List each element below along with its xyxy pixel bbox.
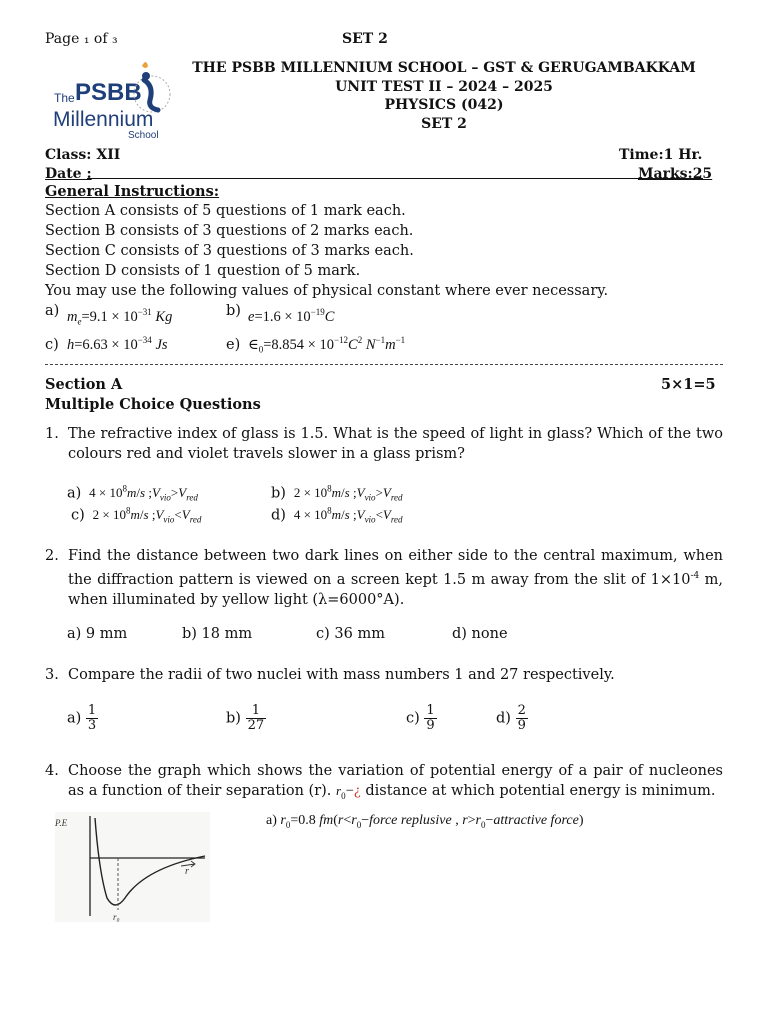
marks-label: Marks:25 [638,166,713,182]
q3-option-c[interactable] [406,704,437,733]
instruction-line: Section D consists of 1 question of 5 mark. [45,263,361,279]
q3-option-b[interactable] [226,704,266,733]
question-text: Choose the graph which shows the variation of potential energy of a pair of nucleones as a function of their separation (r). $r_0-¿$ distance at which potential energy is minimum. [68,763,723,801]
option-label: d) [496,710,511,727]
option-label: a) [67,485,82,502]
potential-energy-graph [55,812,210,922]
option-label: b) [226,710,241,727]
constant-electron-charge: $e=1.6 \times 10^{-19}C$ [248,307,335,325]
instruction-line: You may use the following values of physical constant where ever necessary. [45,283,609,299]
option-label: d) [271,507,286,524]
constant-electron-mass: $m_e=9.1 \times 10^{-31}$ Kg [67,307,173,327]
q2-option-b[interactable]: b) 18 mm [182,626,253,642]
question-text: The refractive index of glass is 1.5. What is the speed of light in glass? Which of the two colours red and violet travels slower in a glass prism? [68,426,723,462]
constant-a-label: a) [45,303,60,319]
section-subtitle: Multiple Choice Questions [45,396,261,413]
section-marks: 5×1=5 [661,376,716,393]
instructions-heading: General Instructions: [45,183,220,200]
set-label-top: SET 2 [342,31,388,47]
question-number: 1. [45,426,59,442]
option-label: b) [271,485,286,502]
question-2 [45,546,723,608]
question-text: Compare the radii of two nuclei with mass numbers 1 and 27 respectively. [68,667,615,683]
section-title: Section A [45,376,123,393]
constant-planck: $h=6.63 \times 10^{-34}$ Js [67,335,168,353]
logo-psbb: PSBB [75,79,142,106]
fraction: $\frac{2}{9}$ [517,703,526,733]
q1-option-d[interactable]: d) $4 \times 10^8m/s$ $;V_{vio}<V_{red}$ [271,506,403,525]
section-divider [45,364,723,365]
instruction-line: Section B consists of 3 questions of 2 marks each. [45,223,414,239]
q2-option-a[interactable]: a) 9 mm [67,626,128,642]
logo-millennium: Millennium [53,108,154,131]
q1-option-a[interactable]: a) $4 \times 10^8m/s$ $;V_{vio}>V_{red}$ [67,484,198,503]
instruction-line: Section C consists of 3 questions of 3 marks each. [45,243,414,259]
constant-permittivity: $\in_0=8.854 \times 10^{-12}C^2$ $N^{-1}m^{-1}$ [248,335,406,355]
question-1 [45,424,723,466]
q1-option-c[interactable]: c) $2 \times 10^8m/s$ $;V_{vio}<V_{red}$ [71,506,202,525]
q3-option-a[interactable] [67,704,98,733]
graph-y-label: P.E [55,818,68,828]
question-number: 2. [45,548,59,564]
constant-c-label: c) [45,337,59,353]
fraction: $\frac{1}{27}$ [247,703,265,733]
constant-b-label: b) [226,303,241,319]
question-number: 3. [45,667,59,683]
option-label: c) [406,710,420,727]
q4-option-a[interactable]: a) $r_0=0.8$ $fm(r<r_0-force$ replusive , $r>r_0-attractive$ force) [266,813,584,830]
option-label: c) [71,507,85,524]
question-number: 4. [45,763,59,779]
graph-r0-label: r₀ [113,912,120,922]
constant-e-label: e) [226,337,241,353]
question-text: Find the distance between two dark lines on either side to the central maximum, when the diffraction pattern is viewed on a screen kept 1.5 m away from the slit of $1\times 10^{-4}$ m, when illuminated by yellow light (λ=6000°A). [68,548,723,608]
fraction: $\frac{1}{3}$ [87,703,97,733]
time-label: Time:1 Hr. [619,147,703,163]
test-name: UNIT TEST II – 2024 – 2025 [335,79,553,95]
set-label: SET 2 [421,116,467,132]
option-label: a) [266,813,277,828]
logo-the: The [54,91,75,105]
subject-name: PHYSICS (042) [384,97,504,113]
option-label: a) [67,710,82,727]
question-4 [45,761,723,803]
q3-option-d[interactable] [496,704,528,733]
school-name: THE PSBB MILLENNIUM SCHOOL – GST & GERUGAMBAKKAM [192,60,696,76]
class-label: Class: XII [45,147,121,163]
logo-school: School [128,130,159,141]
fraction: $\frac{1}{9}$ [426,703,435,733]
q2-option-c[interactable]: c) 36 mm [316,626,385,642]
q1-option-b[interactable]: b) $2 \times 10^8m/s$ $;V_{vio}>V_{red}$ [271,484,403,503]
instruction-line: Section A consists of 5 questions of 1 mark each. [45,203,406,219]
page-number: Page ₁ of ₃ [45,31,118,47]
date-label: Date : [45,166,92,182]
q2-option-d[interactable]: d) none [452,626,508,642]
date-underline [87,178,703,179]
question-3 [45,665,723,687]
graph-x-label: r [185,866,189,877]
